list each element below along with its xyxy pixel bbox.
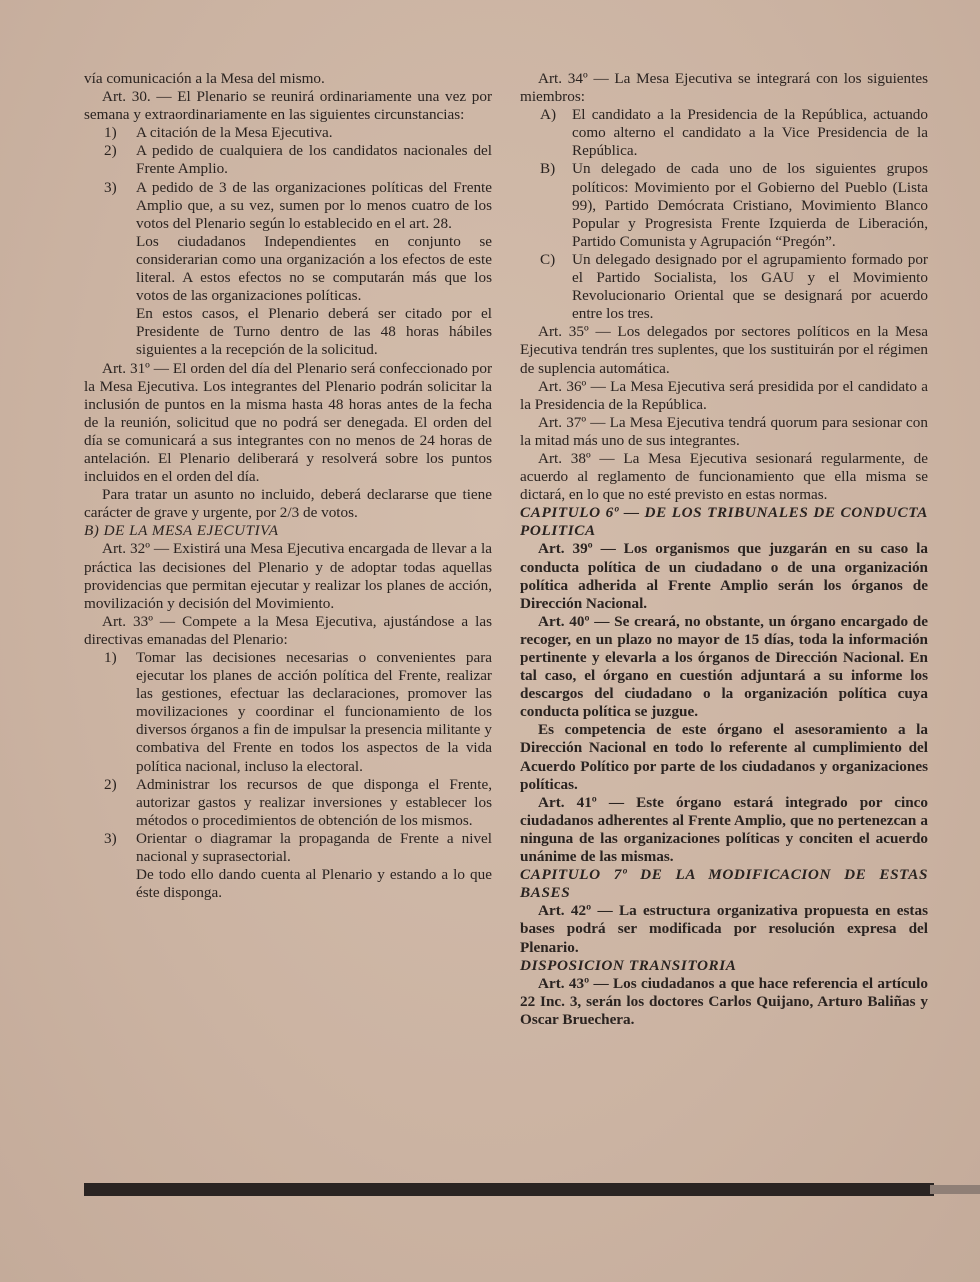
item-text: El candidato a la Presidencia de la República, actuando como alterno el candidato a la Vice Presidencia de la República.: [572, 106, 928, 160]
item-text: A citación de la Mesa Ejecutiva.: [136, 124, 333, 142]
chapter-6-heading: CAPITULO 6º — DE LOS TRIBUNALES DE CONDUCTA POLITICA: [520, 504, 928, 540]
list-item: [84, 124, 492, 142]
item-subparagraph: En estos casos, el Plenario deberá ser citado por el Presidente de Turno dentro de las 48 horas hábiles siguientes a la recepción de la solicitud.: [136, 305, 492, 359]
article-40: Art. 40º — Se creará, no obstante, un órgano encargado de recoger, en un plazo no mayor de 15 días, toda la información pertinente y elevarla a los órganos de Dirección Nacional. En tal caso, el órgano en cuestión adjuntará a su informe los descargos del ciudadano o la organización política cuya conducta política se juzgue.: [520, 612, 928, 721]
transitory-heading: DISPOSICION TRANSITORIA: [520, 956, 737, 974]
article-30: Art. 30. — El Plenario se reunirá ordinariamente una vez por semana y extraordinariamente en las siguientes circunstancias:: [84, 88, 492, 124]
article-35: Art. 35º — Los delegados por sectores políticos en la Mesa Ejecutiva tendrán tres suplentes, que los sustituirán por el régimen de suplencia automática.: [520, 323, 928, 377]
item-marker: A): [540, 106, 557, 124]
item-text: Un delegado designado por el agrupamiento formado por el Partido Socialista, los GAU y el Movimiento Revolucionario Oriental que se designará por acuerdo entre los tres.: [572, 250, 928, 323]
article-31-continuation: Para tratar un asunto no incluido, deberá declararse que tiene carácter de grave y urgente, por 2/3 de votos.: [84, 486, 492, 522]
footer-rule: [84, 1183, 934, 1196]
list-item: [520, 251, 928, 323]
list-item: [84, 830, 492, 866]
article-40-continuation: Es competencia de este órgano el asesoramiento a la Dirección Nacional en todo lo referente al cumplimiento del Acuerdo Político por parte de los ciudadanos y organizaciones políticas.: [520, 721, 928, 793]
left-column: [84, 70, 492, 902]
item-text: Administrar los recursos de que disponga el Frente, autorizar gastos y realizar inversiones y establecer los métodos o procedimientos de obtención de los mismos.: [136, 775, 492, 829]
item-marker: 3): [104, 829, 117, 847]
item-text: Un delegado de cada uno de los siguientes grupos políticos: Movimiento por el Gobierno del Pueblo (Lista 99), Partido Demócrata Cristiano, Movimiento Blanco Popular y Progresista Frente Izquierda de Liberación, Partido Comunista y Agrupación “Pregón”.: [572, 160, 928, 250]
section-heading-b: B) DE LA MESA EJECUTIVA: [84, 522, 279, 540]
article-32: Art. 32º — Existirá una Mesa Ejecutiva encargada de llevar a la práctica las decisiones del Plenario y de adoptar todas aquellas providencias que permitan ejecutar y realizar los planes de acción, movilización y decisión del Movimiento.: [84, 540, 492, 612]
item-text: A pedido de 3 de las organizaciones políticas del Frente Amplio que, a su vez, sumen por lo menos cuatro de los votos del Plenario según lo establecido en el art. 28.: [136, 178, 492, 232]
article-42: Art. 42º — La estructura organizativa propuesta en estas bases podrá ser modificada por resolución expresa del Plenario.: [520, 902, 928, 956]
article-36: Art. 36º — La Mesa Ejecutiva será presidida por el candidato a la Presidencia de la República.: [520, 377, 928, 413]
item-marker: C): [540, 250, 556, 268]
list-item: [84, 179, 492, 233]
list-item: [520, 106, 928, 160]
item-subparagraph: Los ciudadanos Independientes en conjunto se considerarian como una organización a los efectos de este literal. A estos efectos no se computarán más que los votos de las organizaciones políticas.: [136, 232, 492, 305]
item-subparagraph: De todo ello dando cuenta al Plenario y estando a lo que éste disponga.: [136, 866, 492, 902]
chapter-7-heading: CAPITULO 7º DE LA MODIFICACION DE ESTAS BASES: [520, 866, 928, 902]
article-41: Art. 41º — Este órgano estará integrado por cinco ciudadanos adherentes al Frente Amplio, que no pertenezcan a ninguna de las organizaciones políticas y conciten el acuerdo unánime de las mismas.: [520, 793, 928, 866]
article-34: Art. 34º — La Mesa Ejecutiva se integrará con los siguientes miembros:: [520, 70, 928, 106]
item-marker: B): [540, 160, 556, 178]
paragraph-continuation: vía comunicación a la Mesa del mismo.: [84, 70, 325, 87]
item-marker: 3): [104, 178, 117, 196]
article-33: Art. 33º — Compete a la Mesa Ejecutiva, ajustándose a las directivas emanadas del Plenario:: [84, 612, 492, 648]
item-text: Orientar o diagramar la propaganda de Frente a nivel nacional y suprasectorial.: [136, 829, 492, 866]
list-item: [84, 142, 492, 178]
item-marker: 2): [104, 142, 117, 160]
item-marker: 1): [104, 649, 117, 666]
item-marker: 2): [104, 775, 117, 793]
footer-rule-end: [930, 1185, 980, 1194]
article-31: Art. 31º — El orden del día del Plenario será confeccionado por la Mesa Ejecutiva. Los integrantes del Plenario podrán solicitar la inclusión de puntos en la misma hasta 48 horas antes de la fecha de la reunión, solicitud que no podrá ser denegada. El orden del día se comunicará a sus integrantes con no menos de 24 horas de antelación. El Plenario deliberará y resolverá sobre los puntos incluidos en el orden del día.: [84, 359, 492, 486]
item-marker: 1): [104, 124, 117, 142]
list-item: [84, 649, 492, 776]
article-43: Art. 43º — Los ciudadanos a que hace referencia el artículo 22 Inc. 3, serán los doctores Carlos Quijano, Arturo Baliñas y Oscar Bruechera.: [520, 974, 928, 1028]
item-text: A pedido de cualquiera de los candidatos nacionales del Frente Amplio.: [136, 142, 492, 178]
article-37: Art. 37º — La Mesa Ejecutiva tendrá quorum para sesionar con la mitad más uno de sus integrantes.: [520, 413, 928, 449]
article-38: Art. 38º — La Mesa Ejecutiva sesionará regularmente, de acuerdo al reglamento de funcionamiento que ella misma se dictará, en lo que no esté previsto en estas normas.: [520, 449, 928, 504]
list-item: [84, 776, 492, 830]
right-column: [520, 70, 928, 1029]
item-text: Tomar las decisiones necesarias o convenientes para ejecutar los planes de acción política del Frente, realizar las gestiones, efectuar las declaraciones, promover las movilizaciones y coordinar el funcionamiento de los diversos órganos a fin de impulsar la presencia militante y combativa del Frente en todos los aspectos de la vida política nacional, incluso la electoral.: [136, 649, 492, 775]
article-39: Art. 39º — Los organismos que juzgarán en su caso la conducta política de un ciudadano o de una organización política adherida al Frente Amplio serán los órganos de Dirección Nacional.: [520, 540, 928, 612]
list-item: [520, 160, 928, 250]
